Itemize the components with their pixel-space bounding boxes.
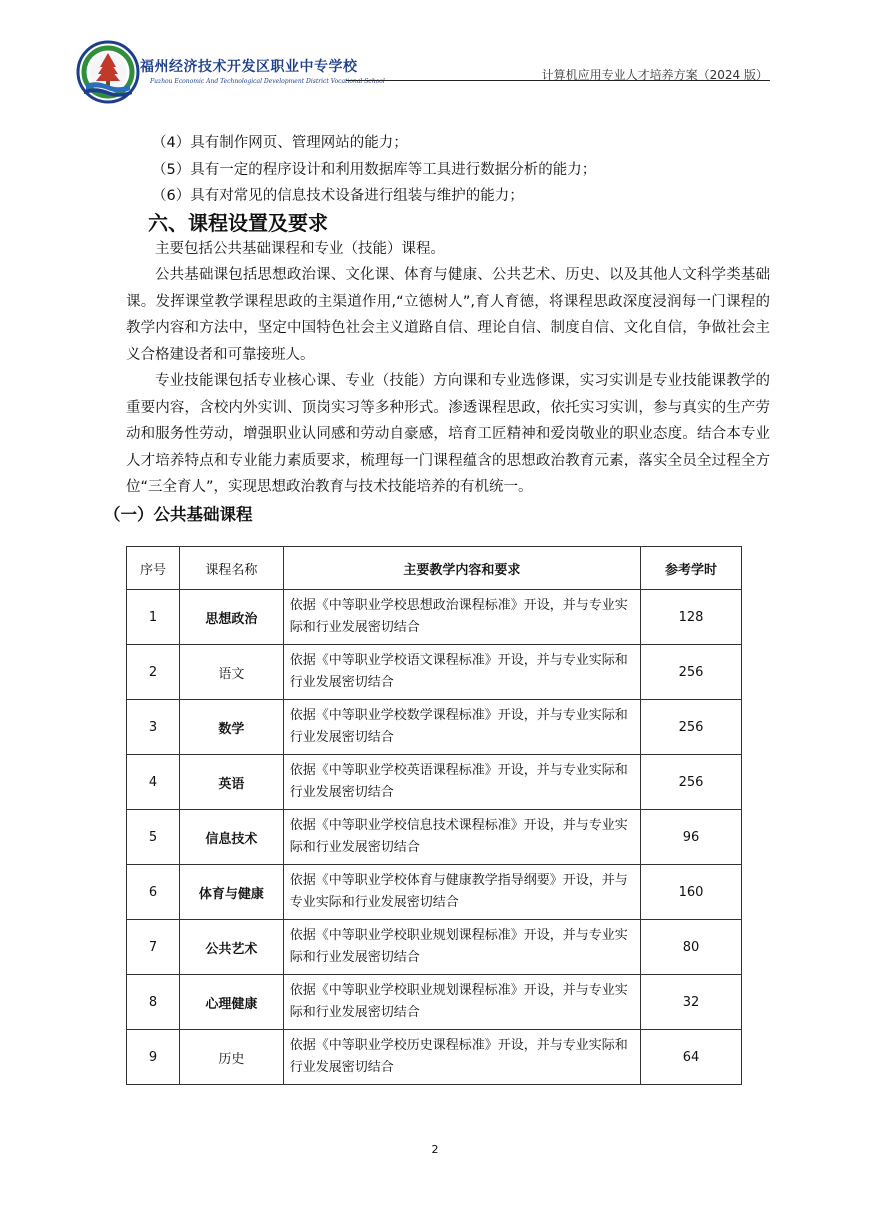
school-name: 福州经济技术开发区职业中专学校 bbox=[140, 59, 358, 75]
table-row bbox=[127, 810, 742, 865]
table-row bbox=[127, 865, 742, 920]
course-hours: 128 bbox=[641, 590, 742, 645]
course-hours: 160 bbox=[641, 865, 742, 920]
table-row bbox=[127, 590, 742, 645]
course-name: 体育与健康 bbox=[179, 865, 283, 920]
header-hours: 参考学时 bbox=[641, 547, 742, 590]
row-number: 1 bbox=[127, 590, 180, 645]
school-name-english: Fuzhou Economic And Technological Development District Vocational School bbox=[150, 78, 385, 85]
row-number: 2 bbox=[127, 645, 180, 700]
professional-course-paragraph: 专业技能课包括专业核心课、专业（技能）方向课和专业选修课，实习实训是专业技能课教学的重要内容，含校内外实训、顶岗实习等多种形式。渗透课程思政，依托实习实训，参与真实的生产劳动和服务性劳动，增强职业认同感和劳动自豪感，培育工匠精神和爱岗敬业的职业态度。结合本专业人才培养特点和专业能力素质要求，梳理每一门课程蕴含的思想政治教育元素，落实全员全过程全方位“三全育人”，实现思想政治教育与技术技能培养的有机统一。 bbox=[126, 373, 770, 495]
course-hours: 64 bbox=[641, 1030, 742, 1085]
course-name: 信息技术 bbox=[179, 810, 283, 865]
course-name: 公共艺术 bbox=[179, 920, 283, 975]
header-number: 序号 bbox=[127, 547, 180, 590]
row-number: 9 bbox=[127, 1030, 180, 1085]
ability-item-6: （6）具有对常见的信息技术设备进行组装与维护的能力； bbox=[152, 188, 524, 204]
table-row bbox=[127, 975, 742, 1030]
header-content: 主要教学内容和要求 bbox=[283, 547, 640, 590]
row-number: 7 bbox=[127, 920, 180, 975]
school-emblem-icon bbox=[76, 40, 140, 104]
course-content: 依据《中等职业学校体育与健康教学指导纲要》开设，并与专业实际和行业发展密切结合 bbox=[283, 865, 640, 920]
course-content: 依据《中等职业学校职业规划课程标准》开设，并与专业实际和行业发展密切结合 bbox=[283, 920, 640, 975]
ability-item-5: （5）具有一定的程序设计和利用数据库等工具进行数据分析的能力； bbox=[152, 161, 597, 178]
course-name: 语文 bbox=[179, 645, 283, 700]
table-header-row bbox=[127, 547, 742, 590]
course-content: 依据《中等职业学校信息技术课程标准》开设，并与专业实际和行业发展密切结合 bbox=[283, 810, 640, 865]
ability-item-4: （4）具有制作网页、管理网站的能力； bbox=[152, 135, 408, 151]
row-number: 8 bbox=[127, 975, 180, 1030]
table-row bbox=[127, 920, 742, 975]
course-hours: 96 bbox=[641, 810, 742, 865]
table-row bbox=[127, 700, 742, 755]
course-hours: 256 bbox=[641, 755, 742, 810]
intro-paragraph: 主要包括公共基础课程和专业（技能）课程。 bbox=[155, 240, 445, 257]
header-course-name: 课程名称 bbox=[179, 547, 283, 590]
course-content: 依据《中等职业学校语文课程标准》开设，并与专业实际和行业发展密切结合 bbox=[283, 645, 640, 700]
course-hours: 256 bbox=[641, 645, 742, 700]
section-heading: 六、课程设置及要求 bbox=[148, 210, 328, 235]
course-name: 思想政治 bbox=[179, 590, 283, 645]
course-content: 依据《中等职业学校思想政治课程标准》开设，并与专业实际和行业发展密切结合 bbox=[283, 590, 640, 645]
public-course-paragraph: 公共基础课包括思想政治课、文化课、体育与健康、公共艺术、历史、以及其他人文科学类基础课。发挥课堂教学课程思政的主渠道作用,“立德树人”,育人育德，将课程思政深度浸润每一门课程的教学内容和方法中，坚定中国特色社会主义道路自信、理论自信、制度自信、文化自信，争做社会主义合格建设者和可靠接班人。 bbox=[126, 267, 770, 363]
course-name: 数学 bbox=[179, 700, 283, 755]
row-number: 6 bbox=[127, 865, 180, 920]
row-number: 4 bbox=[127, 755, 180, 810]
course-content: 依据《中等职业学校英语课程标准》开设，并与专业实际和行业发展密切结合 bbox=[283, 755, 640, 810]
table-row bbox=[127, 755, 742, 810]
course-name: 历史 bbox=[179, 1030, 283, 1085]
course-hours: 32 bbox=[641, 975, 742, 1030]
page-header bbox=[76, 40, 770, 106]
header-divider bbox=[346, 80, 770, 81]
document-title: 计算机应用专业人才培养方案（2024 版） bbox=[541, 68, 768, 82]
course-name: 心理健康 bbox=[179, 975, 283, 1030]
course-content: 依据《中等职业学校历史课程标准》开设，并与专业实际和行业发展密切结合 bbox=[283, 1030, 640, 1085]
course-content: 依据《中等职业学校职业规划课程标准》开设，并与专业实际和行业发展密切结合 bbox=[283, 975, 640, 1030]
table-row bbox=[127, 645, 742, 700]
row-number: 5 bbox=[127, 810, 180, 865]
course-name: 英语 bbox=[179, 755, 283, 810]
table-row bbox=[127, 1030, 742, 1085]
row-number: 3 bbox=[127, 700, 180, 755]
page-body bbox=[104, 130, 770, 529]
course-content: 依据《中等职业学校数学课程标准》开设，并与专业实际和行业发展密切结合 bbox=[283, 700, 640, 755]
public-course-table bbox=[126, 546, 742, 1085]
course-hours: 256 bbox=[641, 700, 742, 755]
page-number: 2 bbox=[431, 1143, 439, 1156]
subsection-heading: （一）公共基础课程 bbox=[104, 504, 253, 524]
course-hours: 80 bbox=[641, 920, 742, 975]
